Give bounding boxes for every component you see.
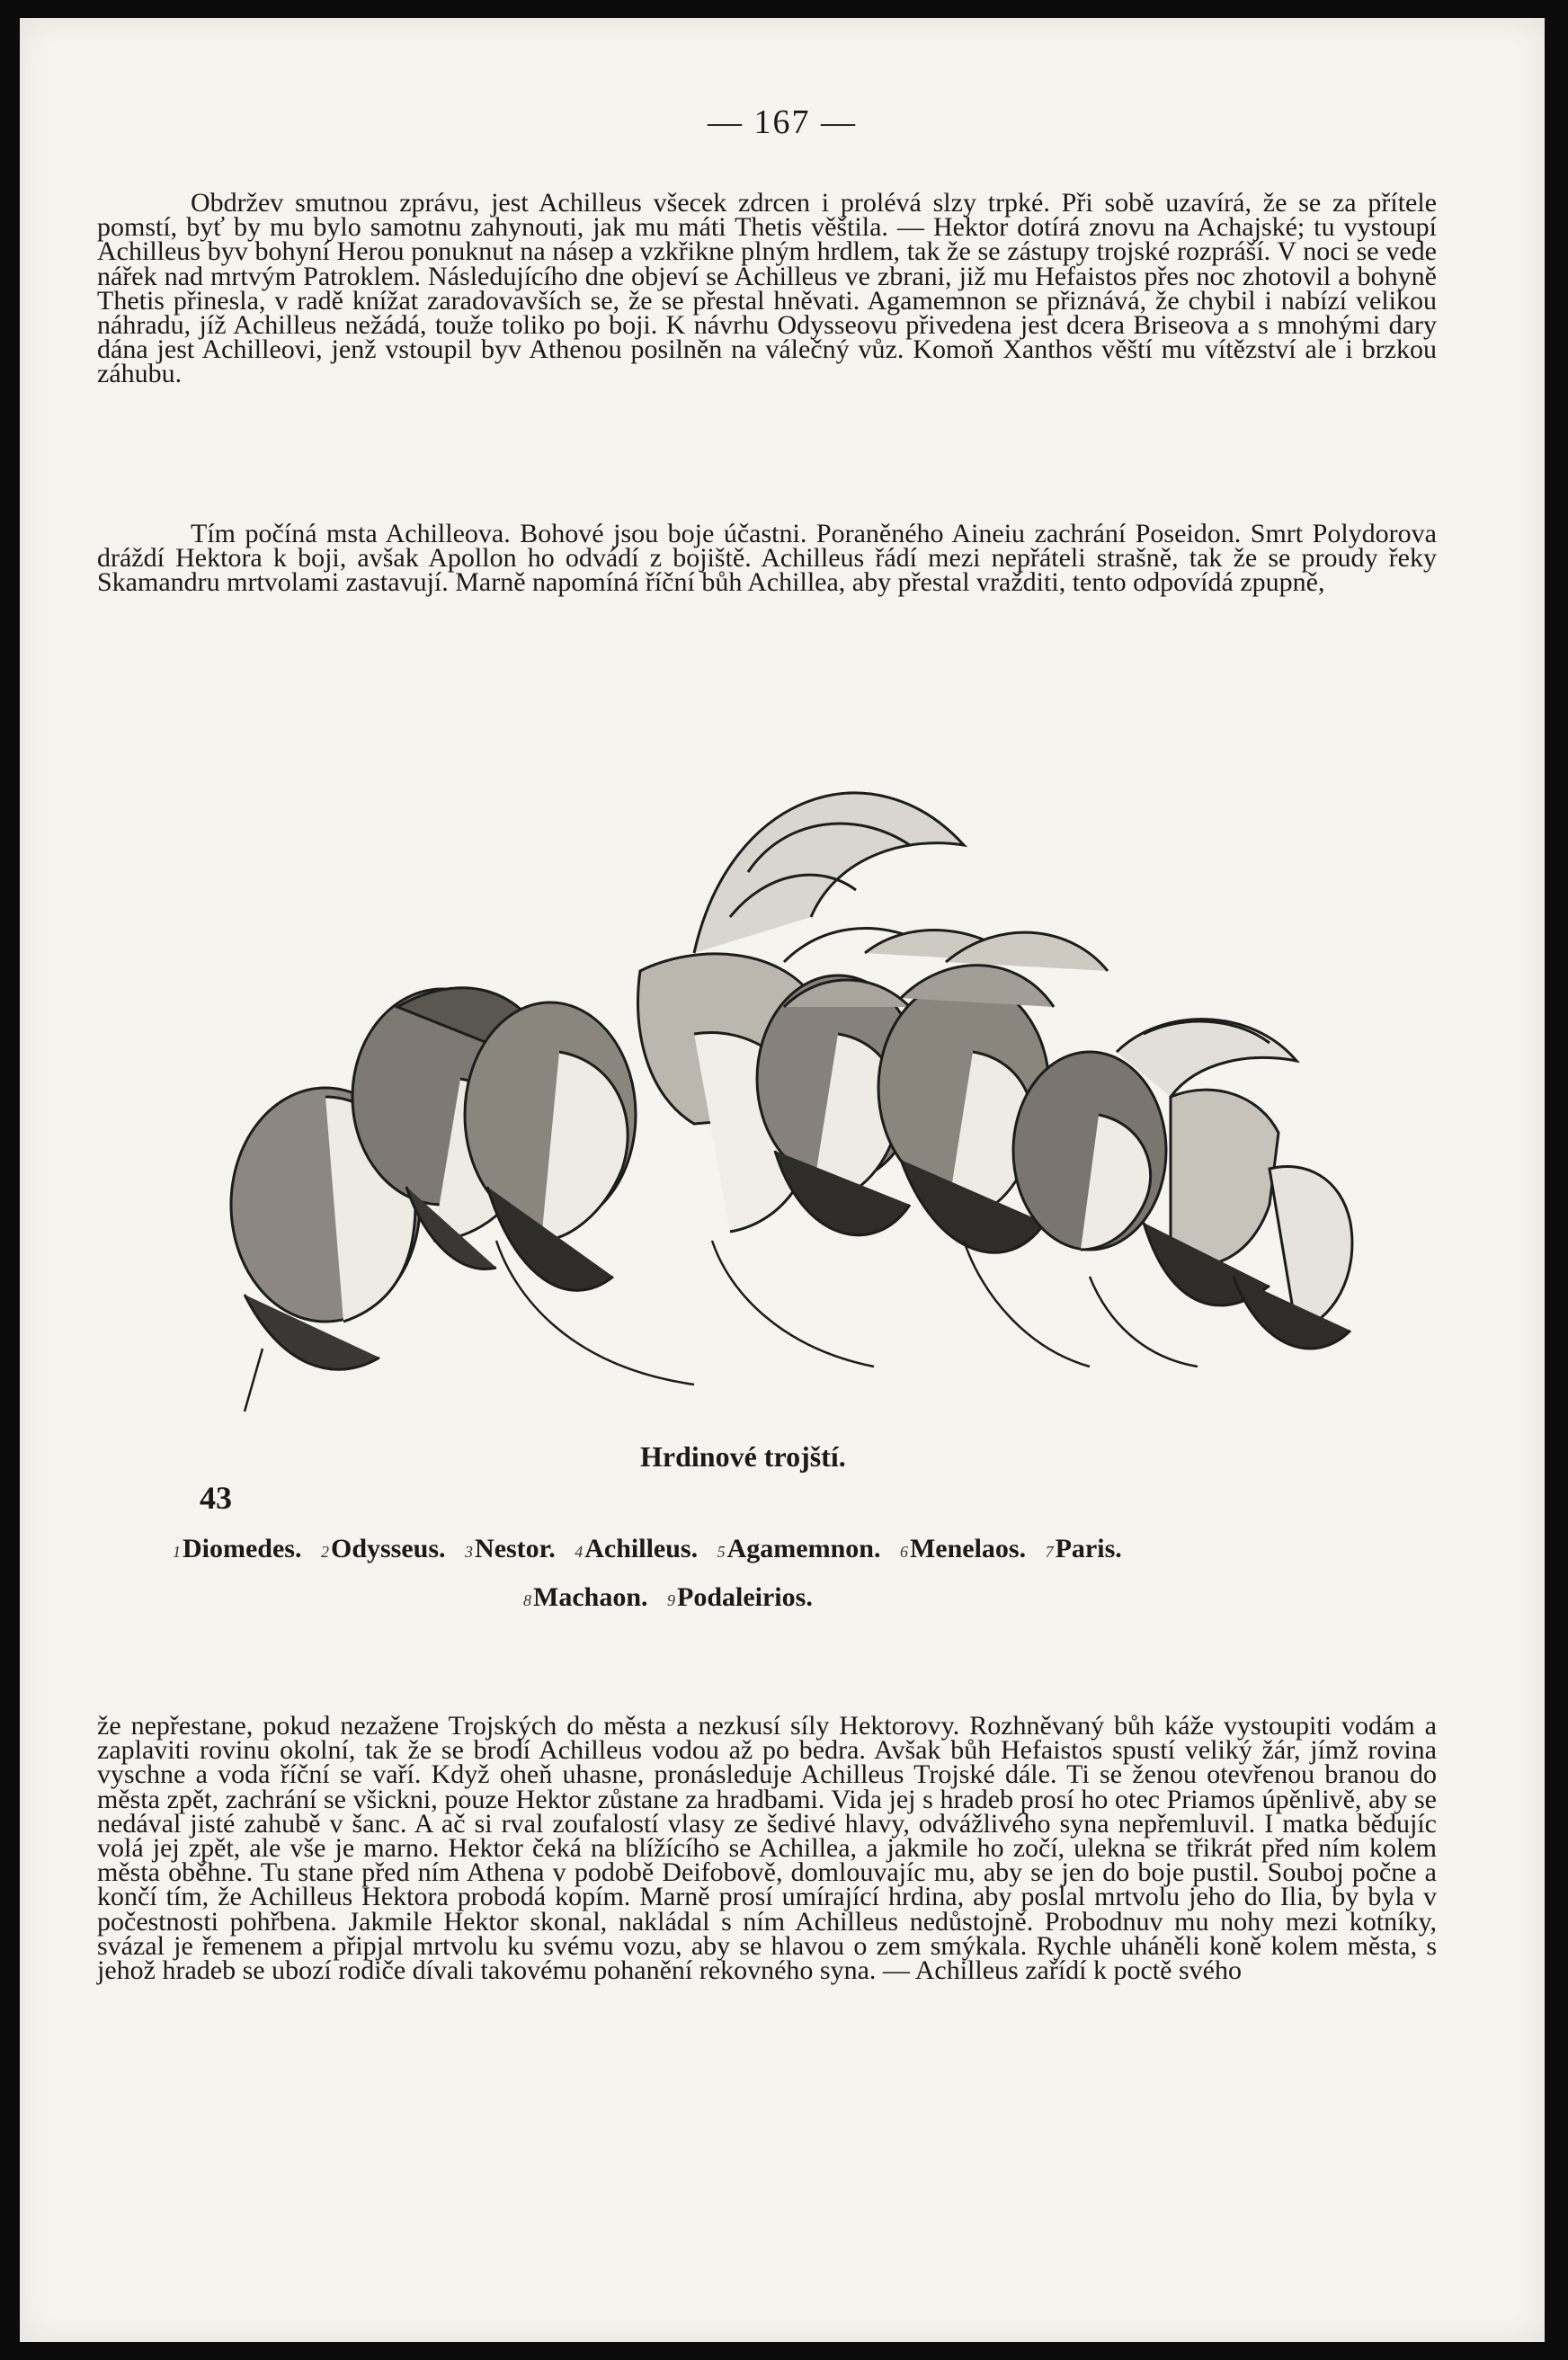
figure-name: Podaleirios. [677, 1582, 813, 1612]
figure-name-number: 9 [667, 1591, 675, 1609]
figure-name-number: 1 [173, 1543, 181, 1561]
figure-name-number: 6 [899, 1543, 908, 1561]
figure-name-number: 7 [1045, 1543, 1054, 1561]
figure-name-number: 5 [717, 1543, 726, 1561]
heroes-illustration [191, 737, 1386, 1636]
paragraph-3-text: že nepřestane, pokud nezažene Trojských do města a nezkusí síly Hektorovy. Rozhněvaný bůh káže vystoupiti vodám a zaplaviti rovinu okolní, tak že se brodí Achilleus vodou až po bedra. Avšak bůh Hefaistos spustí veliký žár, jímž rovina vyschne a voda říční se vaří. Když oheň uhasne, pronásleduje Achilleus Trojské dále. Ti se ženou otevřenou branou do města zpět, zachrání se všickni, pouze Hektor zůstane za hradbami. Vida jej s hradeb prosí ho otec Priamos úpěnlivě, aby se nedával jisté zahubě v šanc. A ač si rval zoufalostí vlasy ze šedivé hlavy, odvážlivého syna nepřemluvil. I matka bědujíc volá jej zpět, ale vše je marno. Hektor čeká na blížícího se Achillea, a jakmile ho zočí, ulekna se třikrát před ním kolem města oběhne. Tu stane před ním Athena v podobě Deifobově, domlouvajíc mu, aby se jen do boje pustil. Souboj počne a končí tím, že Achilleus Hektora probodá kopím. Marně prosí umírající hrdina, aby poslal mrtvolu jeho do Ilia, by byla v počestnosti pohřbena. Jakmile Hektor skonal, nakládal s ním Achilleus nedůstojně. Probodnuv mu nohy mezi kotníky, svázal je řemenem a připjal mrtvolu ku svému vozu, aby se hlavou o zem smýkala. Rychle uháněli koně kolem města, s jehož hradeb se ubozí rodiče dívali takovému pohanění rekovného syna. — Achilleus zařídí k poctě svého [97, 1711, 1437, 1986]
figure-name: Machaon. [533, 1582, 648, 1612]
paragraph-2-text: Tím počíná msta Achilleova. Bohové jsou boje účastni. Poraněného Aineiu zachrání Poseidon. Smrt Polydorova dráždí Hektora k boji, avšak Apollon ho odvádí z bojiště. Achilleus řádí mezi nepřáteli strašně, tak že se proudy řeky Skamandru mrtvolami zastavují. Marně napomíná říční bůh Achillea, aby přestal vražditi, tento odpovídá zpupně, [97, 519, 1437, 598]
figure-name: Paris. [1055, 1534, 1122, 1563]
figure-name: Diomedes. [183, 1534, 302, 1563]
figure-name: Odysseus. [330, 1534, 446, 1563]
figure-name: Menelaos. [909, 1534, 1027, 1563]
figure-name: Nestor. [475, 1534, 556, 1563]
figure-name-number: 8 [523, 1591, 531, 1609]
figure-names-row-2 [523, 1582, 825, 1613]
figure-name: Agamemnon. [726, 1534, 881, 1563]
figure-number-mark: 43 [200, 1480, 232, 1516]
heroes-engraving [191, 737, 1386, 1636]
page-number: — 167 — [708, 103, 857, 141]
figure-name: Achilleus. [584, 1534, 699, 1563]
book-page [20, 18, 1545, 2342]
figure-name-number: 4 [575, 1543, 584, 1561]
figure-caption-title: Hrdinové trojští. [640, 1440, 846, 1473]
paragraph-1 [97, 188, 1437, 389]
paragraph-1-text: Obdržev smutnou zprávu, jest Achilleus všecek zdrcen i prolévá slzy trpké. Při sobě uzavírá, že se za přítele pomstí, byť by mu bylo samotnu zahynouti, jak mu máti Thetis věštila. — Hektor dotírá znovu na Achajské; tu vystoupí Achilleus byv bohyní Herou ponuknut na násep a vzkřikne plným hrdlem, tak že se zástupy trojské rozpráší. V noci se vede nářek nad mrtvým Patroklem. Následujícího dne objeví se Achilleus ve zbrani, již mu Hefaistos přes noc zhotovil a bohyně Thetis přinesla, v radě knížat zaradovavších se, že se přestal hněvati. Agamemnon se přiznává, že chybil i nabízí velikou náhradu, jíž Achilleus nežádá, touže toliko po boji. K návrhu Odysseovu přivedena jest dcera Briseova a s mnohými dary dána jest Achilleovi, jenž vstoupil byv Athenou posilněn na válečný vůz. Komoň Xanthos věští mu vítězství ale i brzkou záhubu. [97, 188, 1437, 389]
figure-name-number: 2 [320, 1543, 329, 1561]
figure-names-row-1 [173, 1534, 1377, 1564]
paragraph-3 [97, 1711, 1437, 1986]
figure-name-number: 3 [465, 1543, 474, 1561]
paragraph-2 [97, 519, 1437, 598]
